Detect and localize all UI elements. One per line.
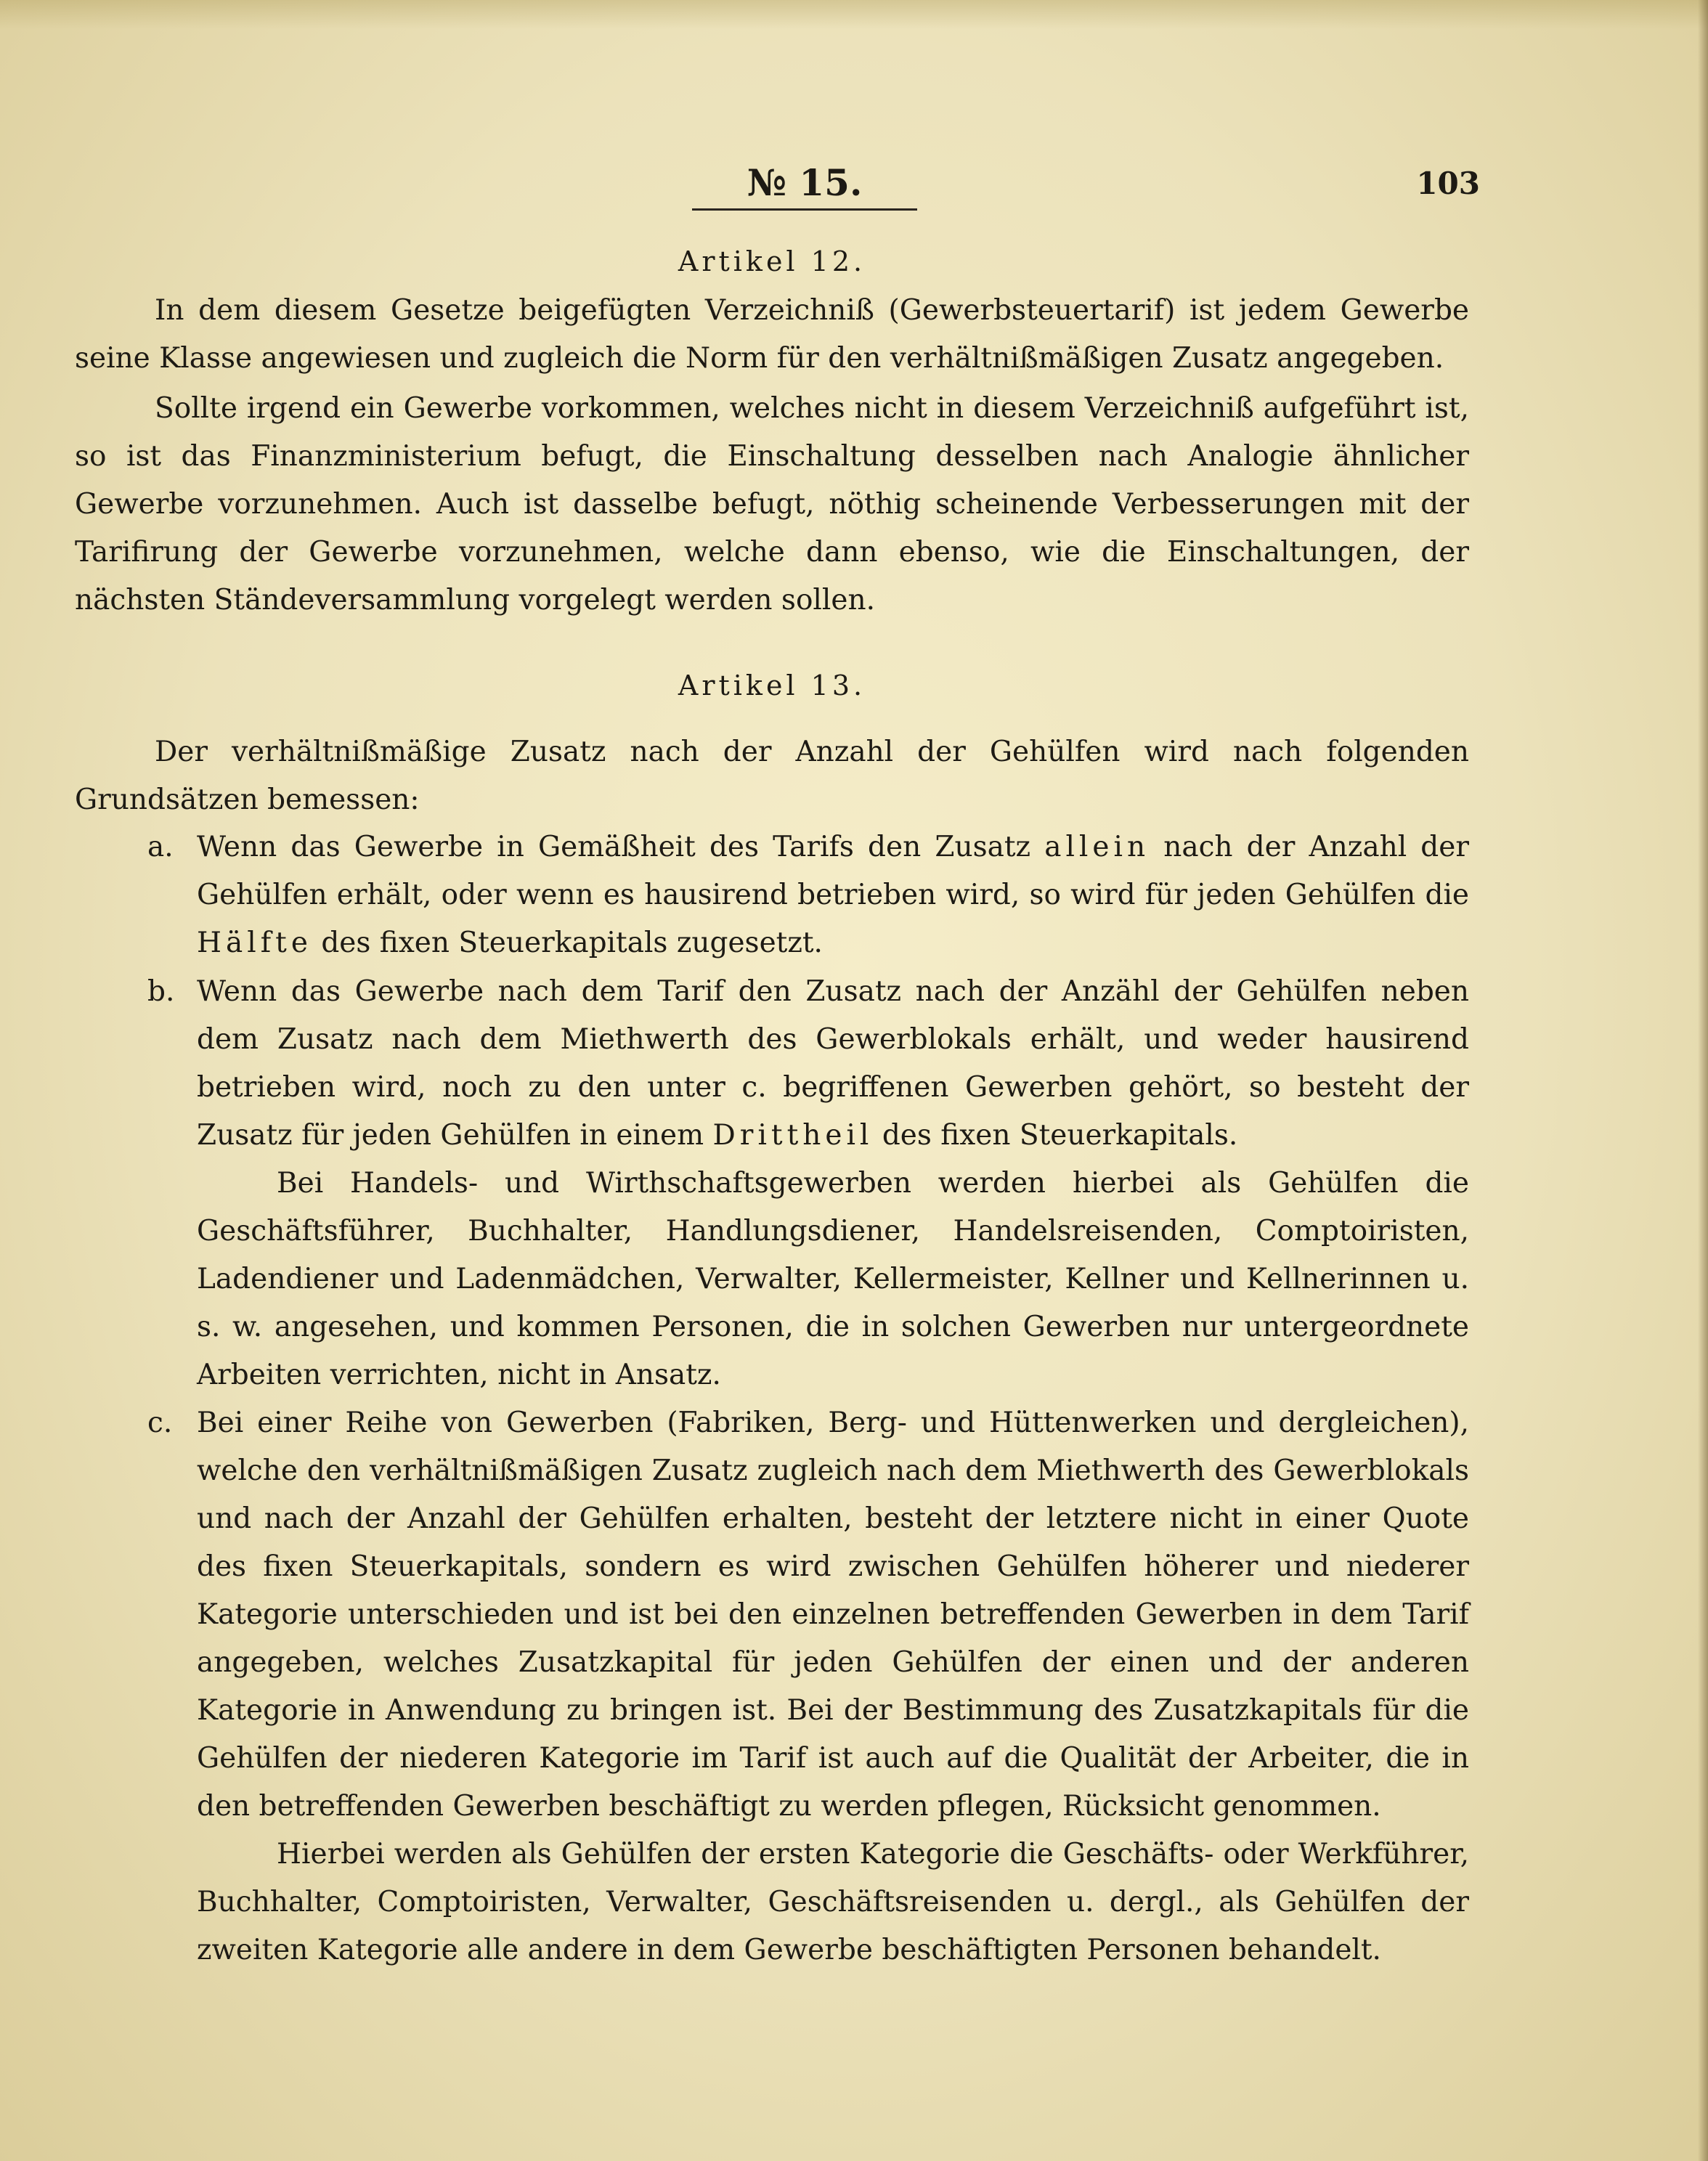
article-12-paragraph-1: In dem diesem Gesetze beigefügten Verzeichniß (Gewerbsteuertarif) ist jedem Gewerbe seine Klasse angewiesen und zugleich die Norm für den verhältnißmäßigen Zusatz angegeben.: [75, 294, 1469, 375]
article-12-heading: Artikel 12.: [678, 245, 866, 277]
page-edge-right: [1698, 0, 1708, 2161]
page-number: 103: [1416, 166, 1480, 201]
issue-number: № 15.: [692, 161, 917, 211]
item-a-text-before: Wenn das Gewerbe in Gemäßheit des Tarifs den Zusatz: [197, 831, 1031, 863]
item-b-text: [197, 968, 1469, 1160]
item-c-text: Bei einer Reihe von Gewerben (Fabriken, Berg- und Hüttenwerken und dergleichen), welche den verhältnißmäßigen Zusatz zugleich nach dem Miethwerth des Gewerblokals und nach der Anzahl der Gehülfen erhalten, besteht der letztere nicht in einer Quote des fixen Steuerkapitals, sondern es wird zwischen Gehülfen höherer und niederer Kategorie unterschieden und ist bei den einzelnen betreffenden Gewerben in dem Tarif angegeben, welches Zusatzkapital für jeden Gehülfen der einen und der anderen Kategorie in Anwendung zu bringen ist. Bei der Bestimmung des Zusatzkapitals für die Gehülfen der niederen Kategorie im Tarif ist auch auf die Qualität der Arbeiter, die in den betreffenden Gewerben beschäftigt zu werden pflegen, Rücksicht genommen.: [197, 1407, 1469, 1823]
item-a-emphasis-allein: allein: [1044, 831, 1150, 863]
item-a-marker: a.: [147, 831, 174, 863]
page-header: [75, 161, 1480, 212]
item-b-emphasis-drittheil: Drittheil: [712, 1119, 874, 1152]
item-c-subparagraph: Hierbei werden als Gehülfen der ersten Kategorie die Geschäfts- oder Werkführer, Buchhalter, Comptoiristen, Verwalter, Geschäftsreisenden u. dergl., als Gehülfen der zweiten Kategorie alle andere in dem Gewerbe beschäftigten Personen behandelt.: [197, 1838, 1469, 1966]
item-a-emphasis-haelfte: Hälfte: [197, 927, 312, 959]
item-b-marker: b.: [147, 975, 175, 1008]
article-13-heading: Artikel 13.: [678, 670, 866, 701]
item-c-marker: c.: [147, 1407, 173, 1439]
article-13-intro: Der verhältnißmäßige Zusatz nach der Anzahl der Gehülfen wird nach folgenden Grundsätzen bemessen:: [75, 736, 1469, 816]
article-12-paragraph-2: Sollte irgend ein Gewerbe vorkommen, welches nicht in diesem Verzeichniß aufgeführt ist, so ist das Finanzministerium befugt, die Einschaltung desselben nach Analogie ähnlicher Gewerbe vorzunehmen. Auch ist dasselbe befugt, nöthig scheinende Verbesserungen mit der Tarifirung der Gewerbe vorzunehmen, welche dann ebenso, wie die Einschaltungen, der nächsten Ständeversammlung vorgelegt werden sollen.: [75, 392, 1469, 616]
document-page: [75, 0, 1480, 2161]
item-b-text-before: Wenn das Gewerbe nach dem Tarif den Zusatz nach der Anzähl der Gehülfen neben dem Zusatz nach dem Miethwerth des Gewerblokals erhält, und weder hausirend betrieben wird, noch zu den unter c. begriffenen Gewerben gehört, so besteht der Zusatz für jeden Gehülfen in einem: [197, 975, 1469, 1152]
item-b-subparagraph: Bei Handels- und Wirthschaftsgewerben werden hierbei als Gehülfen die Geschäftsführer, Buchhalter, Handlungsdiener, Handelsreisenden, Comptoiristen, Ladendiener und Ladenmädchen, Verwalter, Kellermeister, Kellner und Kellnerinnen u. s. w. angesehen, und kommen Personen, die in solchen Gewerben nur untergeordnete Arbeiten verrichten, nicht in Ansatz.: [197, 1167, 1469, 1391]
item-a-text: [197, 823, 1469, 967]
item-a-text-after: des fixen Steuerkapitals zugesetzt.: [321, 927, 823, 959]
item-a-text-mid: nach der Anzahl der Gehülfen erhält, oder wenn es hausirend betrieben wird, so wird für jeden Gehülfen die: [197, 831, 1469, 911]
item-b-text-after: des fixen Steuerkapitals.: [882, 1119, 1238, 1152]
